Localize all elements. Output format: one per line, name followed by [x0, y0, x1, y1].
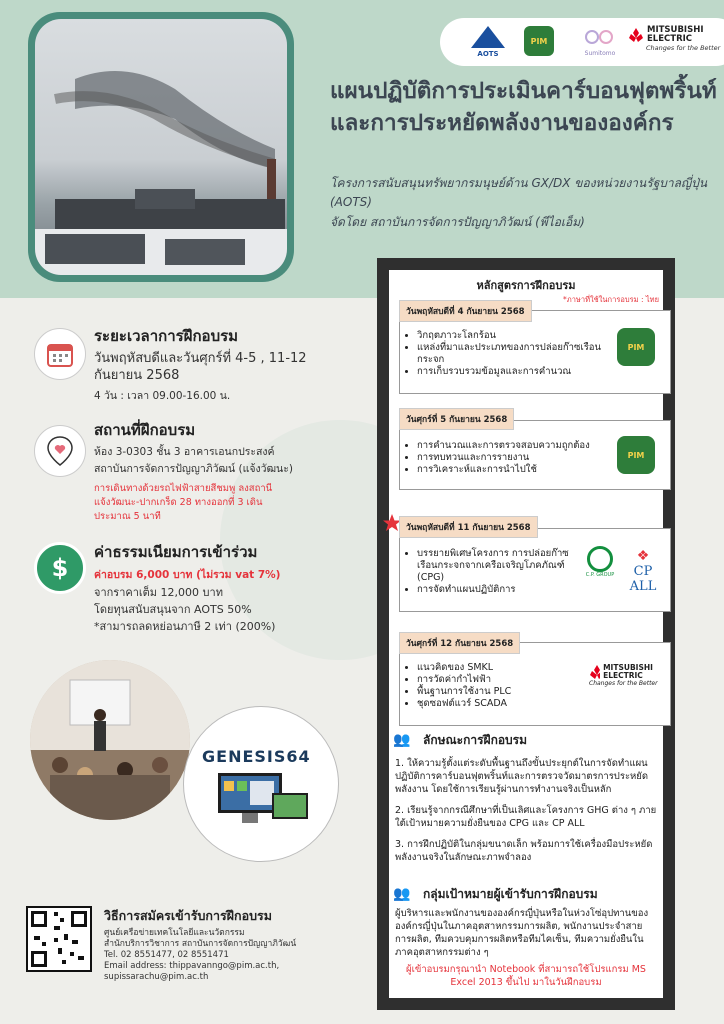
page-title: แผนปฏิบัติการประเมินคาร์บอนฟุตพริ้นท์และการประหยัดพลังงานขององค์กร	[330, 78, 717, 136]
register-office: สำนักบริการวิชาการ สถาบันการจัดการปัญญาภิวัฒน์	[104, 939, 297, 949]
duration-time: 4 วัน : เวลา 09.00-16.00 น.	[94, 390, 231, 402]
registration-qr-code[interactable]	[26, 906, 92, 972]
genesis-label: GENESIS64	[202, 747, 311, 766]
feature-1: 1. ให้ความรู้ตั้งแต่ระดับพื้นฐานถึงขั้นประยุกต์ในการจัดทำแผนปฏิบัติการคาร์บอนฟุตพริ้นท์และการตรวจวัดมาตรการประหยัดพลังงาน โดยใช้การเรียนรู้ผ่านการทำงานจริงเป็นหลัก	[395, 758, 649, 795]
page-subtitle: โครงการสนับสนุนทรัพยากรมนุษย์ด้าน GX/DX ของหน่วยงานรัฐบาลญี่ปุ่น (AOTS)	[330, 176, 708, 209]
list-item: • การคำนวณและการตรวจสอบความถูกต้อง	[417, 440, 617, 452]
group-icon: 👥	[393, 886, 411, 902]
fee-tax: *สามารถลดหย่อนภาษี 2 เท่า (200%)	[94, 620, 276, 633]
fee-section	[94, 540, 364, 635]
list-item: • วิกฤตภาวะโลกร้อน	[417, 330, 607, 342]
list-item: • พื้นฐานการใช้งาน PLC	[417, 686, 577, 698]
list-item: • การจัดทำแผนปฏิบัติการ	[417, 584, 587, 596]
features-title: ลักษณะการฝึกอบรม	[423, 733, 528, 747]
register-email[interactable]: Email address: thippavanngo@pim.ac.th,	[104, 961, 280, 971]
mitsubishi-badge: MITSUBISHI ELECTRIC Changes for the Better	[589, 663, 658, 687]
language-note: *ภาษาที่ใช้ในการอบรม : ไทย	[563, 295, 659, 304]
organizer: จัดโดย สถาบันการจัดการปัญญาภิวัฒน์ (พีไอเอ็ม)	[330, 215, 585, 229]
target-title: กลุ่มเป้าหมายผู้เข้ารับการฝึกอบรม	[423, 887, 598, 901]
aots-logo: AOTS	[470, 26, 506, 60]
sumitomo-logo: Sumitomo	[580, 26, 620, 60]
venue-section	[94, 418, 354, 524]
group-icon: 👥	[393, 732, 411, 748]
dollar-icon: $	[34, 542, 86, 594]
day-4-list	[407, 662, 577, 710]
venue-room: ห้อง 3-0303 ชั้น 3 อาคารเอนกประสงค์	[94, 446, 275, 458]
factory-photo-frame	[28, 12, 294, 282]
location-pin-icon	[34, 425, 86, 477]
list-item: • การวัดค่ากำไฟฟ้า	[417, 674, 577, 686]
venue-institute: สถาบันการจัดการปัญญาภิวัฒน์ (แจ้งวัฒนะ)	[94, 463, 293, 475]
calendar-icon	[34, 328, 86, 380]
list-item: • การเก็บรวบรวมข้อมูลและการคำนวณ	[417, 366, 607, 378]
day-3-tag: วันพฤหัสบดีที่ 11 กันยายน 2568	[399, 516, 538, 538]
factory-smoke-photo	[35, 19, 287, 275]
day-4-tag: วันศุกร์ที่ 12 กันยายน 2568	[399, 632, 520, 654]
day-2-list	[407, 440, 617, 476]
register-title: วิธีการสมัครเข้ารับการฝึกอบรม	[104, 908, 272, 923]
training-photo	[30, 660, 190, 820]
day-3-list	[407, 548, 587, 596]
genesis-software-image	[183, 706, 339, 862]
day-2-tag: วันศุกร์ที่ 5 กันยายน 2568	[399, 408, 514, 430]
fee-title: ค่าธรรมเนียมการเข้าร่วม	[94, 543, 258, 561]
fee-support: โดยทุนสนับสนุนจาก AOTS 50%	[94, 603, 252, 616]
register-tel[interactable]: Tel. 02 8551477, 02 8551471	[104, 950, 229, 960]
duration-dates: วันพฤหัสบดีและวันศุกร์ที่ 4-5 , 11-12 กันยายน 2568	[94, 351, 307, 383]
target-section	[389, 888, 663, 989]
features-section	[389, 734, 663, 864]
venue-title: สถานที่ฝึกอบรม	[94, 421, 196, 439]
cp-group-logo: C.P. GROUP	[585, 546, 615, 582]
duration-section	[94, 324, 354, 405]
day-1-list	[407, 330, 607, 378]
cp-all-logo: ❖ CP ALL	[629, 548, 657, 594]
register-email-2[interactable]: supissarachu@pim.ac.th	[104, 972, 209, 982]
venue-travel: การเดินทางด้วยรถไฟฟ้าสายสีชมพู ลงสถานีแจ้งวัฒนะ-ปากเกร็ด 28 ทางออกที่ 3 เดินประมาณ 5 นาที	[94, 483, 273, 522]
feature-2: 2. เรียนรู้จากกรณีศึกษาที่เป็นเลิศและโครงการ GHG ต่าง ๆ ภายใต้เป้าหมายความยั่งยืนของ CPG และ CP ALL	[395, 805, 657, 829]
fee-price: ค่าอบรม 6,000 บาท (ไม่รวม vat 7%)	[94, 569, 281, 581]
pim-logo: PIM	[524, 26, 558, 60]
feature-3: 3. การฝึกปฏิบัติในกลุ่มขนาดเล็ก พร้อมการใช้เครื่องมือประหยัดพลังงานจริงในลักษณะภาพจำลอง	[395, 839, 653, 863]
panel-title: หลักสูตรการฝึกอบรม	[476, 279, 576, 292]
register-center: ศูนย์เครือข่ายเทคโนโลยีและนวัตกรรม	[104, 928, 245, 938]
fee-full: จากราคาเต็ม 12,000 บาท	[94, 586, 223, 599]
pim-badge: PIM	[617, 436, 655, 474]
list-item: • ชุดซอฟต์แวร์ SCADA	[417, 698, 577, 710]
day-1-tag: วันพฤหัสบดีที่ 4 กันยายน 2568	[399, 300, 532, 322]
mitsubishi-logo: MITSUBISHI ELECTRIC Changes for the Better	[628, 26, 724, 60]
pim-badge: PIM	[617, 328, 655, 366]
course-panel	[377, 258, 675, 1010]
list-item: • การทบทวนและการรายงาน	[417, 452, 617, 464]
list-item: • การวิเคราะห์และการนำไปใช้	[417, 464, 617, 476]
register-section	[104, 906, 374, 983]
partner-logos	[440, 18, 724, 66]
target-text: ผู้บริหารและพนักงานขององค์กรญี่ปุ่นหรือในห่วงโซ่อุปทานขององค์กรญี่ปุ่นในภาคอุตสาหกรรมการผลิต, พนักงานประจำสายการผลิต, ทีมควบคุมการผลิตหรือทีมไคเซ็น, ทีมความยั่งยืนในภาคอุตสาหกรรมต่าง ๆ	[395, 908, 649, 958]
list-item: • แนวคิดของ SMKL	[417, 662, 577, 674]
list-item: • แหล่งที่มาและประเภทของการปล่อยก๊าซเรือนกระจก	[417, 342, 607, 366]
notebook-note: ผู้เข้าอบรมกรุณานำ Notebook ที่สามารถใช้โปรแกรม MS Excel 2013 ขึ้นไป มาในวันฝึกอบรม	[406, 964, 646, 988]
duration-title: ระยะเวลาการฝึกอบรม	[94, 327, 239, 345]
list-item: • บรรยายพิเศษโครงการ การปล่อยก๊าซเรือนกระจกจากเครือเจริญโภคภัณฑ์ (CPG)	[417, 548, 587, 584]
